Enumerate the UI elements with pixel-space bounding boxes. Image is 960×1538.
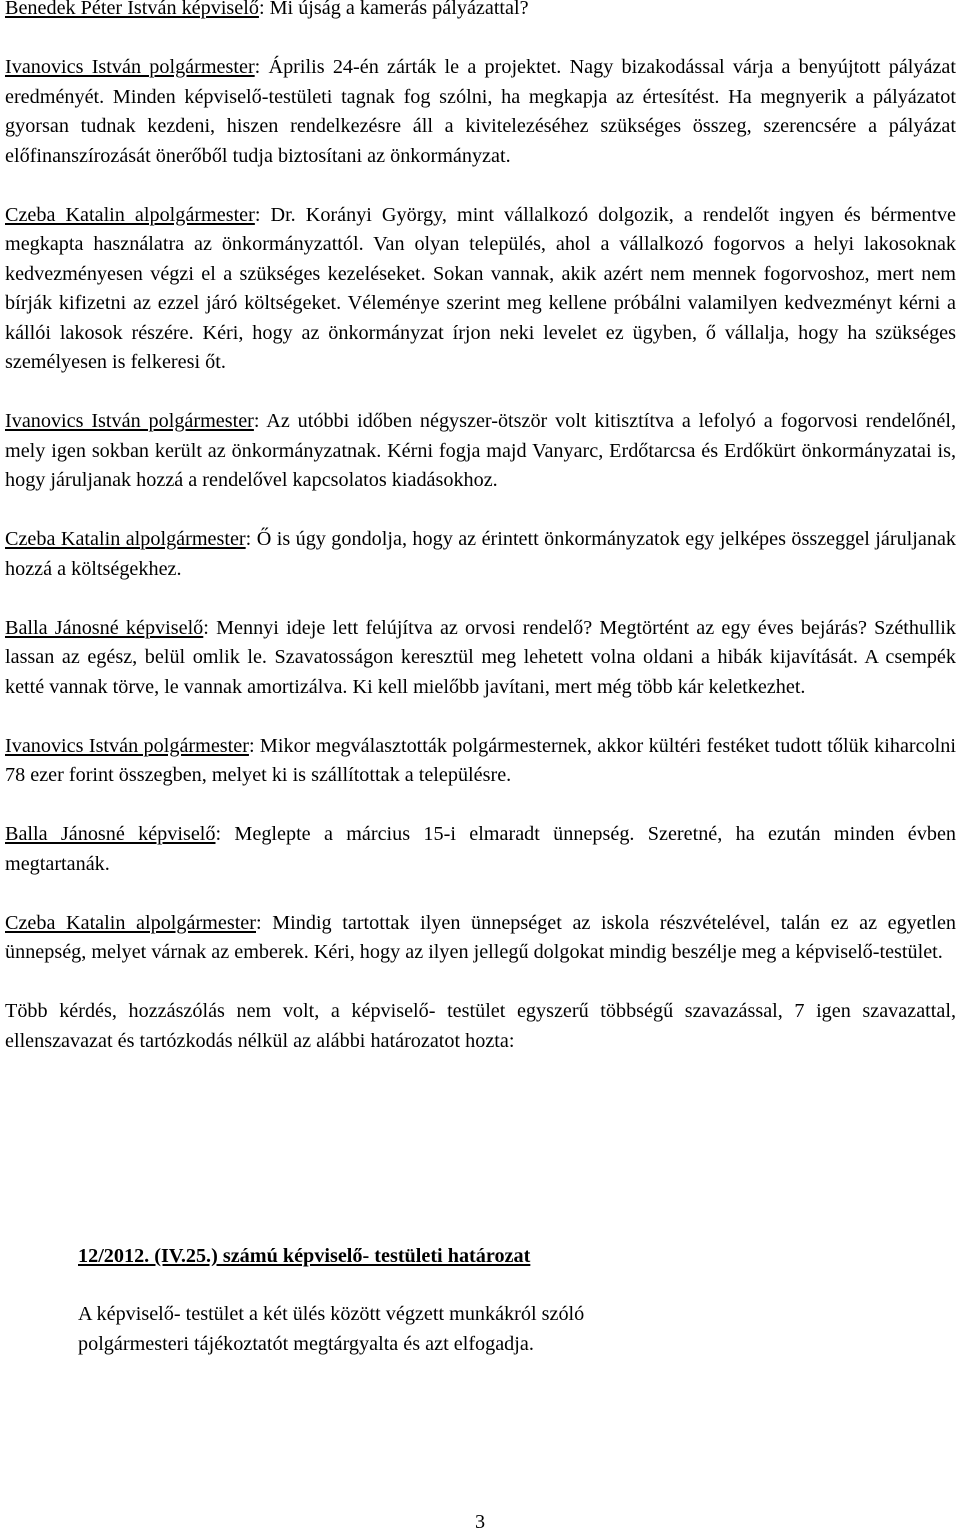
speaker-name: Balla Jánosné képviselő [5, 823, 216, 845]
paragraph-ivanovics-3 [5, 732, 956, 791]
speaker-name: Czeba Katalin alpolgármester [5, 203, 255, 226]
speaker-name: Czeba Katalin alpolgármester [5, 528, 246, 550]
paragraph-text: : Mennyi ideje lett felújítva az orvosi rendelő? Megtörtént az egy éves bejárás? Széthullik lassan az egész, belül omlik le. Szavatosságon keresztül meg lehetett volna oldani a hibák kijavítását. A csempék ketté vannak törve, le vannak amortizálva. Ki kell mielőbb javítani, mert még több kár keletkezhet. [5, 616, 956, 698]
paragraph-text: : Mindig tartottak ilyen ünnepséget az iskola részvételével, talán ez az egyetlen ünnepség, melyet várnak az emberek. Kéri, hogy az ilyen jellegű dolgokat mindig beszélje meg a képviselő-testület. [5, 911, 957, 963]
speaker-name: Ivanovics István polgármester [5, 410, 254, 432]
document-page [5, 0, 956, 1086]
speaker-name: Czeba Katalin alpolgármester [5, 911, 256, 934]
paragraph-benedek-1 [5, 0, 956, 24]
page-number: 3 [474, 1511, 486, 1533]
resolution-title: 12/2012. (IV.25.) számú képviselő- testületi határozat [78, 1245, 531, 1267]
resolution-body-line-1: A képviselő- testület a két ülés között végzett munkákról szóló [78, 1303, 585, 1325]
paragraph-balla-1 [5, 614, 956, 703]
paragraph-text: : Mikor megválasztották polgármesternek, akkor kültéri festéket tudott tőlük kiharcolni 78 ezer forint összegben, melyet ki is szállítottak a településre. [5, 734, 956, 786]
paragraph-text: : Április 24-én zárták le a projektet. Nagy bizakodással várja a benyújtott pályázat eredményét. Minden képviselő-testületi tagnak fog szólni, ha megkapja az értesítést. Ha megnyerik a pályázatot gyorsan tudnak kezdeni, hiszen rendelkezésre áll a kivitelezéséhez szükséges összeg, szerencsére a pályázat előfinanszírozását önerőből tudja biztosítani az önkormányzat. [5, 56, 957, 167]
closing-paragraph: Több kérdés, hozzászólás nem volt, a képviselő- testület egyszerű többségű szavazással, 7 igen szavazattal, ellenszavazat és tartózkodás nélkül az alábbi határozatot hozta: [5, 1000, 956, 1052]
paragraph-balla-2 [5, 820, 956, 879]
paragraph-ivanovics-2 [5, 407, 956, 496]
paragraph-text: : Meglepte a március 15-i elmaradt ünnepség. Szeretné, ha ezután minden évben megtartanák. [5, 823, 956, 875]
speaker-name: Benedek Péter István képviselő [5, 0, 259, 19]
speaker-name: Ivanovics István polgármester [5, 56, 255, 78]
paragraph-text: : Mi újság a kamerás pályázattal? [258, 0, 529, 19]
resolution-body-line-2: polgármesteri tájékoztatót megtárgyalta és azt elfogadja. [78, 1332, 534, 1355]
paragraph-czeba-3 [5, 909, 956, 968]
paragraph-text: : Az utóbbi időben négyszer-ötször volt kitisztítva a lefolyó a fogorvosi rendelőnél, mely igen sokban került az önkormányzatnak. Kérni fogja majd Vanyarc, Erdőtarcsa és Erdőkürt önkormányzatai is, hogy járuljanak hozzá a rendelővel kapcsolatos kiadásokhoz. [5, 410, 956, 491]
paragraph-text: : Dr. Korányi György, mint vállalkozó dolgozik, a rendelőt ingyen és bérmentve megkapta használatra az önkormányzattól. Van olyan település, ahol a vállalkozó fogorvos a helyi lakosoknak kedvezményesen végzi el a szükséges kezeléseket. Sokan vannak, akik azért nem mennek fogorvoshoz, mert nem bírják kifizetni az ezzel járó költségeket. Véleménye szerint meg kellene próbálni valamilyen kedvezményt kérni a kállói lakosok részére. Kéri, hogy az önkormányzat írjon neki levelet ez ügyben, ő vállalja, hogy ha szükséges személyesen is felkeresi őt. [5, 203, 956, 373]
paragraph-czeba-2 [5, 525, 956, 584]
paragraph-ivanovics-1 [5, 53, 956, 171]
speaker-name: Balla Jánosné képviselő [5, 616, 204, 639]
speaker-name: Ivanovics István polgármester [5, 734, 249, 757]
paragraph-text: : Ő is úgy gondolja, hogy az érintett önkormányzatok egy jelképes összeggel járuljanak hozzá a költségekhez. [5, 528, 957, 580]
paragraph-czeba-1 [5, 201, 956, 378]
resolution-body [78, 1300, 778, 1359]
